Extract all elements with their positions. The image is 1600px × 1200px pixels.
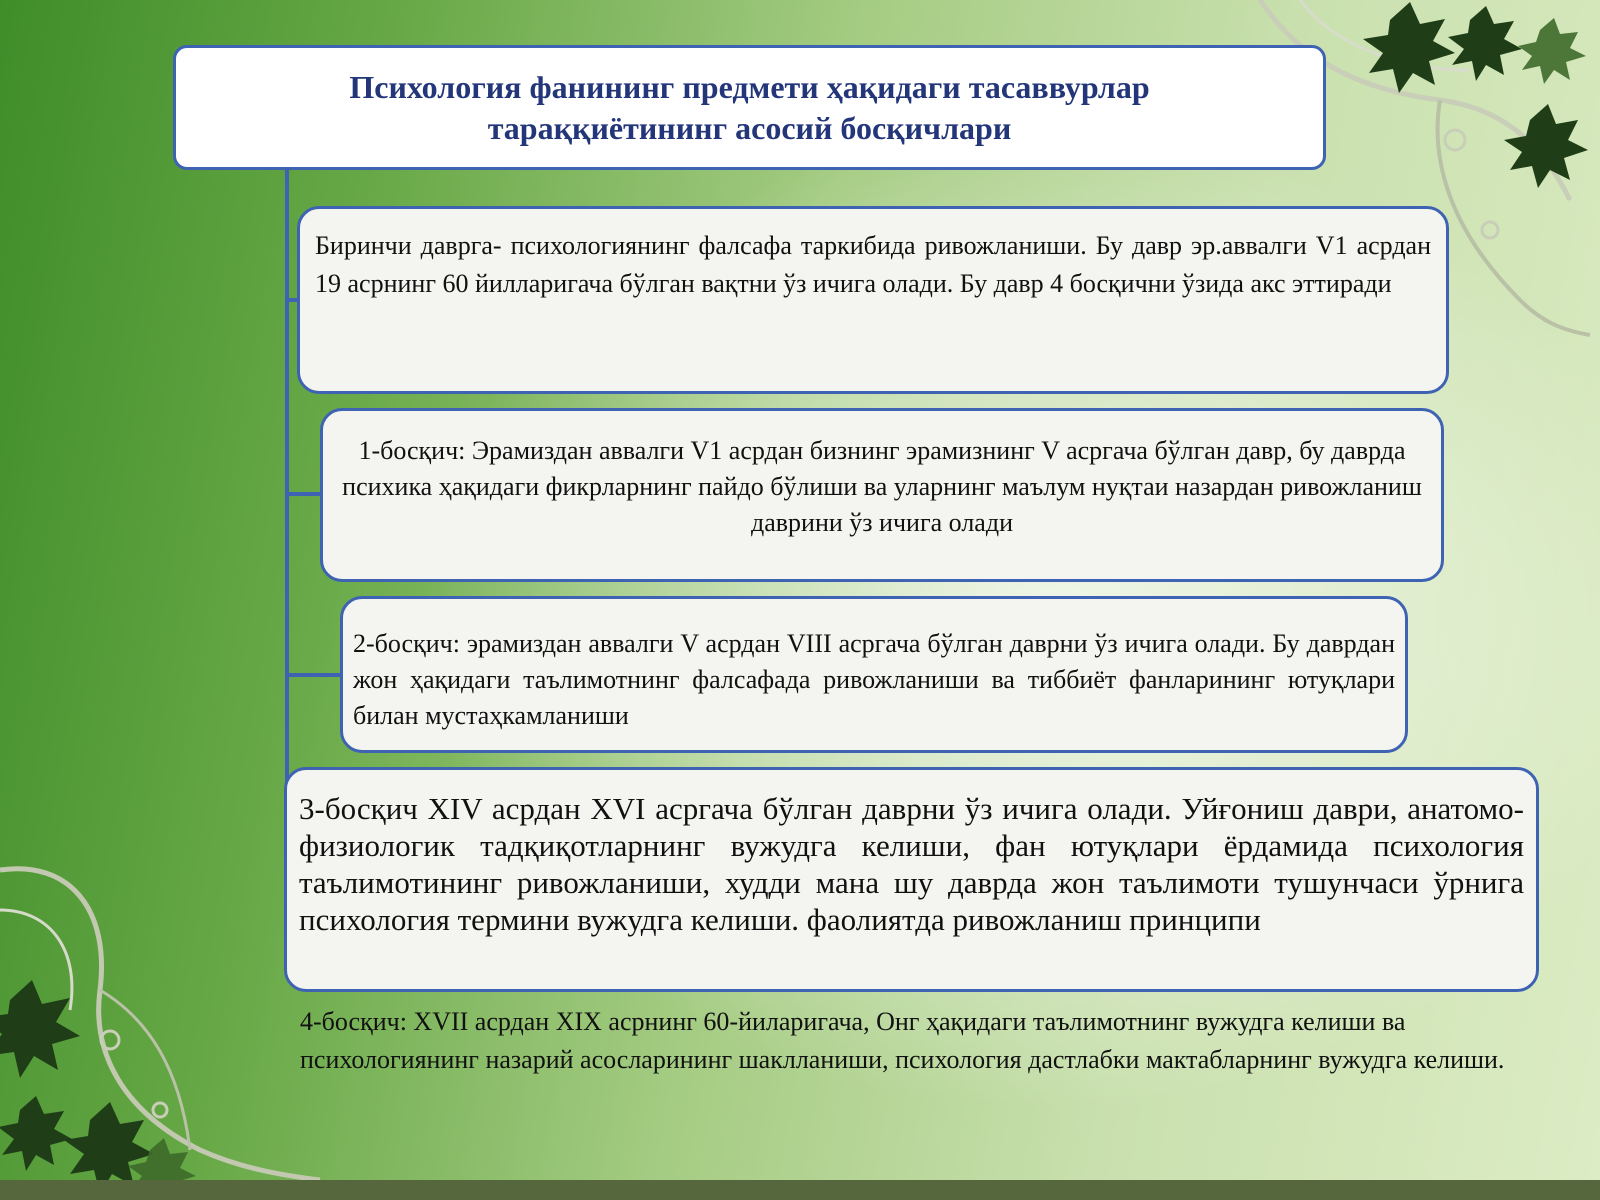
first-period-box <box>297 206 1449 394</box>
title-box <box>173 45 1326 170</box>
stage-1-box <box>320 408 1444 582</box>
title-line-1: Психология фанининг предмети ҳақидаги тасаввурлар <box>349 68 1150 105</box>
stage-3-box <box>284 767 1539 992</box>
stage-4-text: 4-босқич: XVII асрдан XIX асрнинг 60-йиларигача, Онг ҳақидаги таълимотнинг вужудга келиши ва психологиянинг назарий асосларининг шаклланиши, психология дастлабки мактабларнинг вужудга келиши. <box>300 1007 1505 1074</box>
stage-2-box <box>340 596 1408 753</box>
title-line-2: тараққиётининг асосий босқичлари <box>487 109 1012 146</box>
bottom-bar <box>0 1180 1600 1200</box>
stage-3-text: 3-босқич XIV асрдан XVI асргача бўлган даврни ўз ичига олади. Уйғониш даври, анатомо-физиологик тадқиқотларнинг вужудга келиши, фан ютуқлари ёрдамида психология таълимотининг ривожланиши, худди мана шу даврда жон таълимоти тушунчаси ўрнига психология термини вужудга келиши. фаолиятда ривожланиш принципи <box>299 791 1524 937</box>
first-period-text: Биринчи даврга- психологиянинг фалсафа таркибида ривожланиши. Бу давр эр.аввалги V1 асрдан 19 асрнинг 60 йилларигача бўлган вақтни ўз ичига олади. Бу давр 4 босқични ўзида акс эттиради <box>315 231 1431 298</box>
stage-2-text: 2-босқич: эрамиздан аввалги V асрдан VIII асргача бўлган даврни ўз ичига олади. Бу даврдан жон ҳақидаги таълимотнинг фалсафада ривожланиши ва тиббиёт фанларининг ютуқлари билан мустаҳкамланиши <box>353 629 1395 730</box>
stage-1-text: 1-босқич: Эрамиздан аввалги V1 асрдан бизнинг эрамизнинг V асргача бўлган давр, бу даврда психика ҳақидаги фикрларнинг пайдо бўлиши ва уларнинг маълум нуқтаи назардан ривожланиш даврини ўз ичига олади <box>342 436 1422 537</box>
